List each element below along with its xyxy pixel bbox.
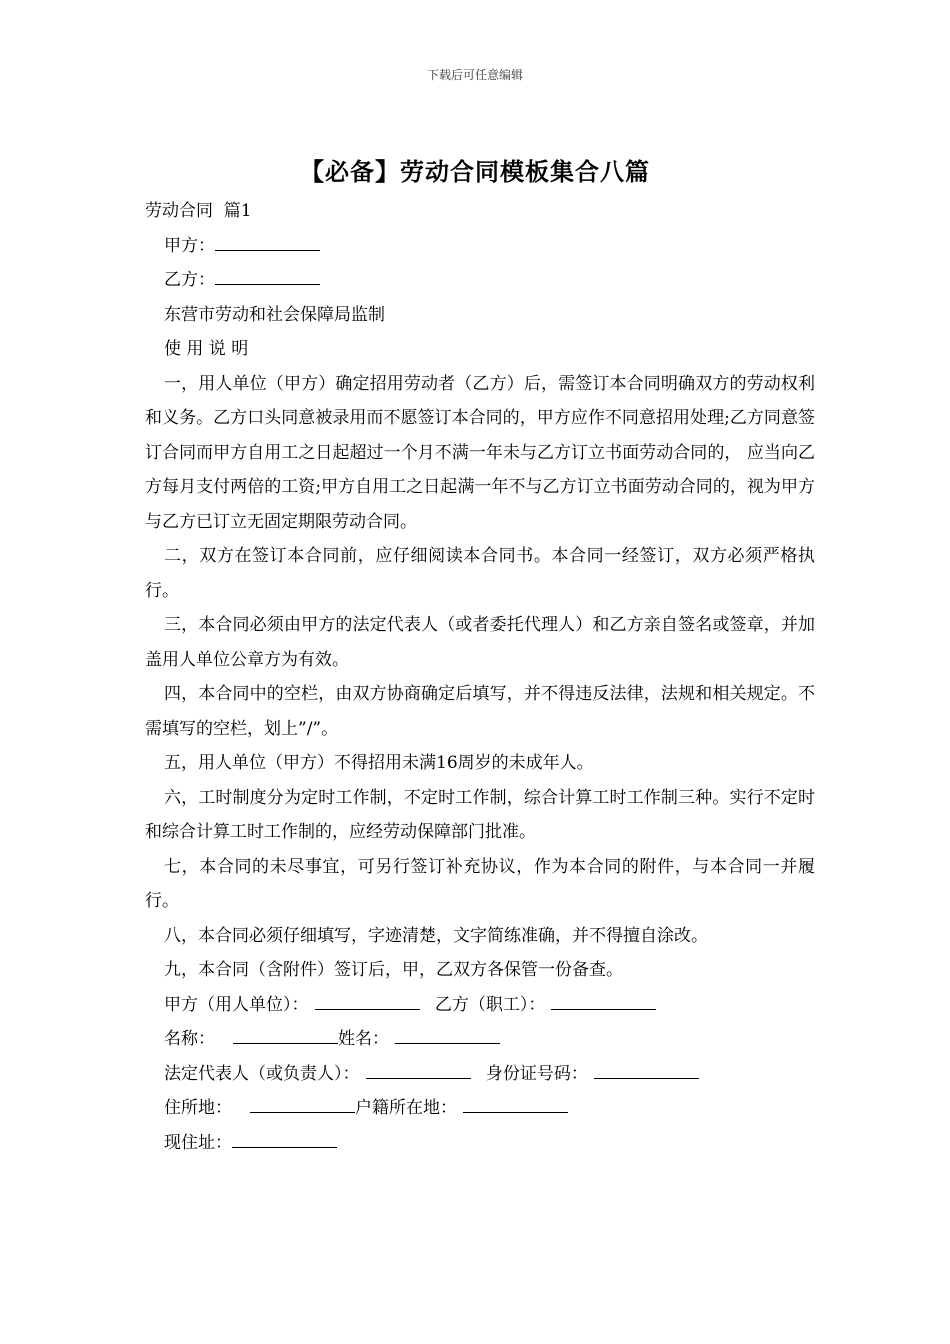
legal-rep-line <box>145 1057 815 1092</box>
employer-employee-line <box>145 988 815 1023</box>
address-label: 现住址： <box>164 1132 232 1153</box>
instruction-paragraph-1: 一，用人单位（甲方）确定招用劳动者（乙方）后，需签订本合同明确双方的劳动权利和义务。乙方口头同意被录用而不愿签订本合同的，甲方应作不同意招用处理;乙方同意签订合同而甲方自用工之日起超过一个月不满一年未与乙方订立书面劳动合同的， 应当向乙方每月支付两倍的工资;甲方自用工之日起满一年不与乙方订立书面劳动合同的，视为甲方与乙方已订立无固定期限劳动合同。 <box>145 373 815 532</box>
employer-label: 甲方（用人单位）： <box>164 994 309 1015</box>
employee-label: 乙方（职工）： <box>434 994 546 1015</box>
name-label: 名称： <box>164 1029 215 1049</box>
party-a-label: 甲方： <box>164 235 215 256</box>
section-heading: 劳动合同 篇1 <box>145 201 252 221</box>
id-blank <box>594 1078 699 1079</box>
name-blank <box>233 1043 338 1044</box>
person-name-blank <box>395 1043 500 1044</box>
instruction-paragraph-6: 六，工时制度分为定时工作制，不定时工作制，综合计算工时工作制三种。实行不定时和综合计算工时工作制的，应经劳动保障部门批准。 <box>145 787 815 842</box>
party-b-label: 乙方： <box>164 270 215 290</box>
party-a-blank <box>215 250 320 251</box>
party-b-line <box>145 263 815 298</box>
document-body <box>145 194 815 1160</box>
instruction-paragraph-9: 九，本合同（含附件）签订后，甲，乙双方各保管一份备查。 <box>164 960 623 980</box>
instruction-paragraph-4: 四，本合同中的空栏，由双方协商确定后填写，并不得违反法律，法规和相关规定。不需填写的空栏，划上”/”。 <box>145 684 815 739</box>
household-label: 户籍所在地： <box>355 1098 457 1118</box>
party-a-line <box>145 229 815 264</box>
legal-rep-blank <box>366 1078 471 1079</box>
supervisor-line: 东营市劳动和社会保障局监制 <box>164 304 385 325</box>
instruction-paragraph-7: 七，本合同的未尽事宜，可另行签订补充协议，作为本合同的附件，与本合同一并履行。 <box>145 856 815 911</box>
header-note: 下载后可任意编辑 <box>426 68 523 82</box>
instruction-paragraph-3: 三，本合同必须由甲方的法定代表人（或者委托代理人）和乙方亲自签名或签章，并加盖用人单位公章方为有效。 <box>145 615 815 670</box>
residence-blank <box>250 1112 355 1113</box>
legal-rep-label: 法定代表人（或负责人）： <box>164 1063 360 1084</box>
address-blank <box>232 1147 337 1148</box>
name-line <box>145 1022 815 1057</box>
instructions-heading: 使 用 说 明 <box>164 339 249 359</box>
id-label: 身份证号码： <box>485 1063 588 1084</box>
instruction-paragraph-8: 八，本合同必须仔细填写，字迹清楚，文字简练准确，并不得擅自涂改。 <box>164 925 708 946</box>
household-blank <box>463 1112 568 1113</box>
person-name-label: 姓名： <box>338 1029 389 1049</box>
party-b-blank <box>215 284 320 285</box>
employer-blank <box>315 1009 420 1010</box>
residence-label: 住所地： <box>164 1098 232 1118</box>
residence-line <box>145 1091 815 1126</box>
address-line <box>145 1126 815 1161</box>
instruction-paragraph-2: 二，双方在签订本合同前，应仔细阅读本合同书。本合同一经签订，双方必须严格执行。 <box>145 546 815 601</box>
employee-blank <box>551 1009 656 1010</box>
document-title: 【必备】劳动合同模板集合八篇 <box>300 157 650 186</box>
instruction-paragraph-5: 五，用人单位（甲方）不得招用未满16周岁的未成年人。 <box>164 753 594 773</box>
